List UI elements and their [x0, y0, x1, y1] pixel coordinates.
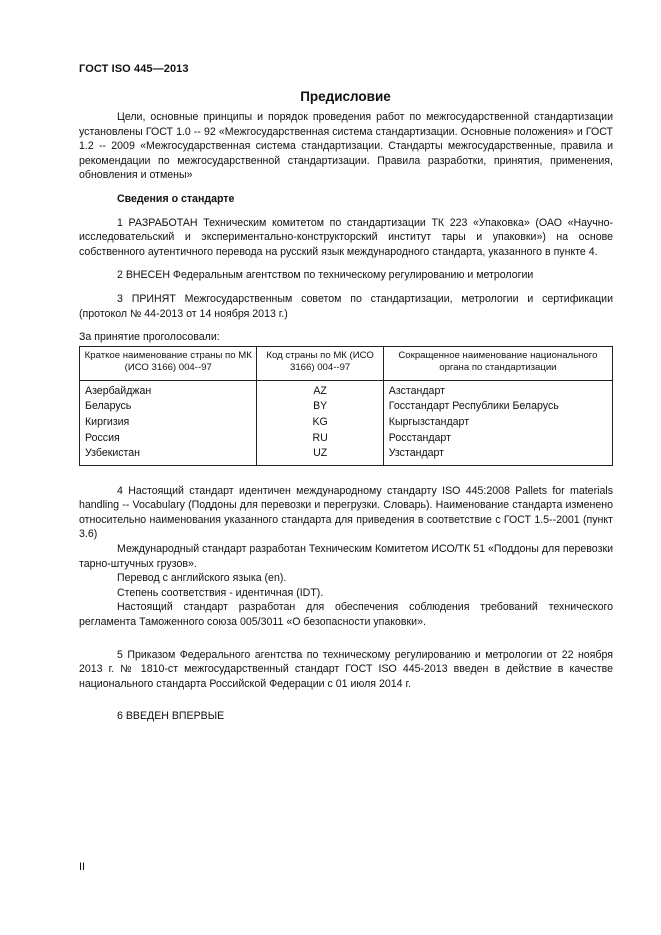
table-row	[80, 415, 613, 431]
code-cell: RU	[257, 431, 383, 447]
body-cell: Росстандарт	[383, 431, 612, 447]
foreword-body	[79, 110, 613, 724]
country-cell: Азербайджан	[80, 380, 257, 399]
item-4-paragraph-4: Степень соответствия - идентичная (IDT).	[117, 586, 324, 599]
table-header-row	[80, 346, 613, 380]
voting-table	[79, 346, 613, 466]
code-cell: BY	[257, 399, 383, 415]
table-row	[80, 446, 613, 465]
item-4-paragraph-2: Международный стандарт разработан Техническим Комитетом ИСО/ТК 51 «Поддоны для перевозки тарно-штучных грузов».	[79, 543, 613, 570]
country-cell: Беларусь	[80, 399, 257, 415]
intro-paragraph: Цели, основные принципы и порядок проведения работ по межгосударственной стандартизации установлены ГОСТ 1.0 -- 92 «Межгосударственная система стандартизации. Основные положения» и ГОСТ 1.2 -- 2009 «Межгосударственная система стандартизации. Стандарты межгосударственные, правила и рекомендации по межгосударственной стандартизации. Правила разработки, принятия, применения, обновления и отмены»	[79, 111, 613, 182]
header-body: Сокращенное наименование национального органа по стандартизации	[383, 346, 612, 380]
page-title: Предисловие	[300, 89, 391, 104]
info-heading: Сведения о стандарте	[117, 192, 235, 205]
body-cell: Госстандарт Республики Беларусь	[383, 399, 612, 415]
item-4-paragraph-3: Перевод с английского языка (en).	[117, 572, 287, 585]
item-6: 6 ВВЕДЕН ВПЕРВЫЕ	[117, 710, 225, 723]
country-cell: Киргизия	[80, 415, 257, 431]
code-cell: AZ	[257, 380, 383, 399]
item-2: 2 ВНЕСЕН Федеральным агентством по техническому регулированию и метрологии	[117, 269, 534, 282]
header-country: Краткое наименование страны по МК (ИСО 3166) 004--97	[80, 346, 257, 380]
table-row	[80, 399, 613, 415]
table-row	[80, 431, 613, 447]
page-number: II	[79, 861, 86, 873]
item-5: 5 Приказом Федерального агентства по техническому регулированию и метрологии от 22 ноября 2013 г. № 1810-ст межгосударственный стандарт ГОСТ ISO 445-2013 введен в действие в качестве национального стандарта Российской Федерации с 01 июля 2014 г.	[79, 648, 613, 690]
body-cell: Узстандарт	[383, 446, 612, 465]
header-code: Код страны по МК (ИСО 3166) 004--97	[257, 346, 383, 380]
item-4-paragraph-5: Настоящий стандарт разработан для обеспечения соблюдения требований технического регламента Таможенного союза 005/3011 «О безопасности упаковки».	[79, 601, 613, 629]
country-cell: Россия	[80, 431, 257, 447]
code-cell: UZ	[257, 446, 383, 465]
table-caption: За принятие проголосовали:	[79, 331, 220, 344]
item-1: 1 РАЗРАБОТАН Техническим комитетом по стандартизации ТК 223 «Упаковка» (ОАО «Научно-исследовательский и экспериментально-конструкторский институт тары и упаковки») на основе собственного аутентичного перевода на русский язык международного стандарта, указанного в пункте 4.	[79, 216, 613, 258]
item-4: 4 Настоящий стандарт идентичен международному стандарту ISO 445:2008 Pallets for materials handling -- Vocabulary (Поддоны для перевозки и перегрузки. Словарь). Наименование стандарта изменено относительно наименования указанного стандарта для приведения в соответствие с ГОСТ 1.5--2001 (пункт 3.6)	[79, 484, 613, 541]
document-code: ГОСТ ISO 445—2013	[79, 63, 189, 75]
table-row	[80, 380, 613, 399]
item-3: 3 ПРИНЯТ Межгосударственным советом по стандартизации, метрологии и сертификации (протокол № 44-2013 от 14 ноября 2013 г.)	[79, 292, 613, 320]
body-cell: Азстандарт	[383, 380, 612, 399]
code-cell: KG	[257, 415, 383, 431]
country-cell: Узбекистан	[80, 446, 257, 465]
body-cell: Кыргызстандарт	[383, 415, 612, 431]
